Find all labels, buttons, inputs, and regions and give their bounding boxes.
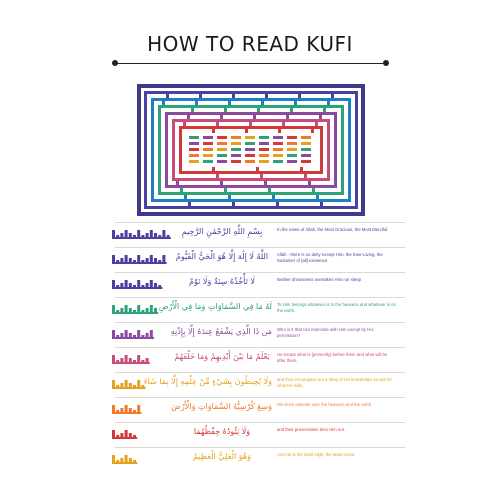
english-translation: Neither drowsiness overtakes Him nor sleep xyxy=(277,277,362,282)
row-separator xyxy=(115,222,405,223)
verse-row xyxy=(0,249,500,273)
row-separator xyxy=(115,347,405,348)
row-separator xyxy=(115,322,405,323)
verse-row xyxy=(0,324,500,348)
kufi-snippet-icon xyxy=(110,453,170,465)
arabic-text: وَلَا يُحِيطُونَ بِشَيْءٍ مِّنْ عِلْمِهِ إِلَّا بِمَا شَاءَ xyxy=(143,377,272,386)
verse-row xyxy=(0,399,500,423)
row-separator xyxy=(115,447,405,448)
arabic-text: وَسِعَ كُرْسِيُّهُ السَّمَاوَاتِ وَالْأَرْضَ xyxy=(171,402,272,411)
verse-row xyxy=(0,449,500,473)
english-translation: His Kursi extends over the heavens and the earth, xyxy=(277,402,373,407)
row-separator xyxy=(115,422,405,423)
english-translation: and their preservation tires Him not. xyxy=(277,427,346,432)
page-title: HOW TO READ KUFI xyxy=(147,32,353,56)
kufi-snippet-icon xyxy=(110,253,170,265)
english-translation: In the name of Allah, the Most Gracious, the Most Merciful xyxy=(277,227,388,232)
arabic-text: لَهُ مَا فِي السَّمَاوَاتِ وَمَا فِي الْأَرْضِ xyxy=(158,302,272,311)
verse-row xyxy=(0,424,500,448)
arabic-text: مَن ذَا الَّذِي يَشْفَعُ عِندَهُ إِلَّا بِإِذْنِهِ xyxy=(170,327,272,336)
arabic-text: لَا تَأْخُذُهُ سِنَةٌ وَلَا نَوْمٌ xyxy=(189,277,255,286)
english-translation: And He is the Most High, the Most Great. xyxy=(277,452,356,457)
english-translation: Who is it that can intercede with Him except by His permission? xyxy=(277,327,374,338)
row-separator xyxy=(115,272,405,273)
kufi-calligraphy-artwork xyxy=(137,84,365,216)
english-translation: Allah - there is no deity except Him, the Ever-Living, the Sustainer of [all] existence. xyxy=(277,252,383,263)
kufi-snippet-icon xyxy=(110,428,170,440)
arabic-text: وَهُوَ الْعَلِيُّ الْعَظِيمُ xyxy=(193,452,251,461)
row-separator xyxy=(115,247,405,248)
row-separator xyxy=(115,297,405,298)
verse-row xyxy=(0,299,500,323)
kufi-snippet-icon xyxy=(110,228,170,240)
english-translation: To Him belongs whatever is in the heavens and whatever is on the earth. xyxy=(277,302,396,313)
verse-row xyxy=(0,274,500,298)
row-separator xyxy=(115,397,405,398)
english-translation: and they encompass not a thing of His knowledge except for what He wills. xyxy=(277,377,392,388)
arabic-text: يَعْلَمُ مَا بَيْنَ أَيْدِيهِمْ وَمَا خَلْفَهُمْ xyxy=(174,352,270,361)
row-separator xyxy=(115,372,405,373)
arabic-text: اللَّهُ لَا إِلَٰهَ إِلَّا هُوَ الْحَيُّ الْقَيُّومُ xyxy=(175,252,269,261)
verse-row xyxy=(0,349,500,373)
kufi-snippet-icon xyxy=(110,403,170,415)
kufi-snippet-icon xyxy=(110,328,170,340)
english-translation: He knows what is [presently] before them and what will be after them, xyxy=(277,352,388,363)
verse-row xyxy=(0,224,500,248)
verse-row xyxy=(0,374,500,398)
arabic-text: وَلَا يَئُودُهُ حِفْظُهُمَا xyxy=(193,427,251,436)
arabic-text: بِسْمِ اللَّهِ الرَّحْمَٰنِ الرَّحِيمِ xyxy=(181,227,263,236)
kufi-snippet-icon xyxy=(110,353,170,365)
kufi-snippet-icon xyxy=(110,278,170,290)
